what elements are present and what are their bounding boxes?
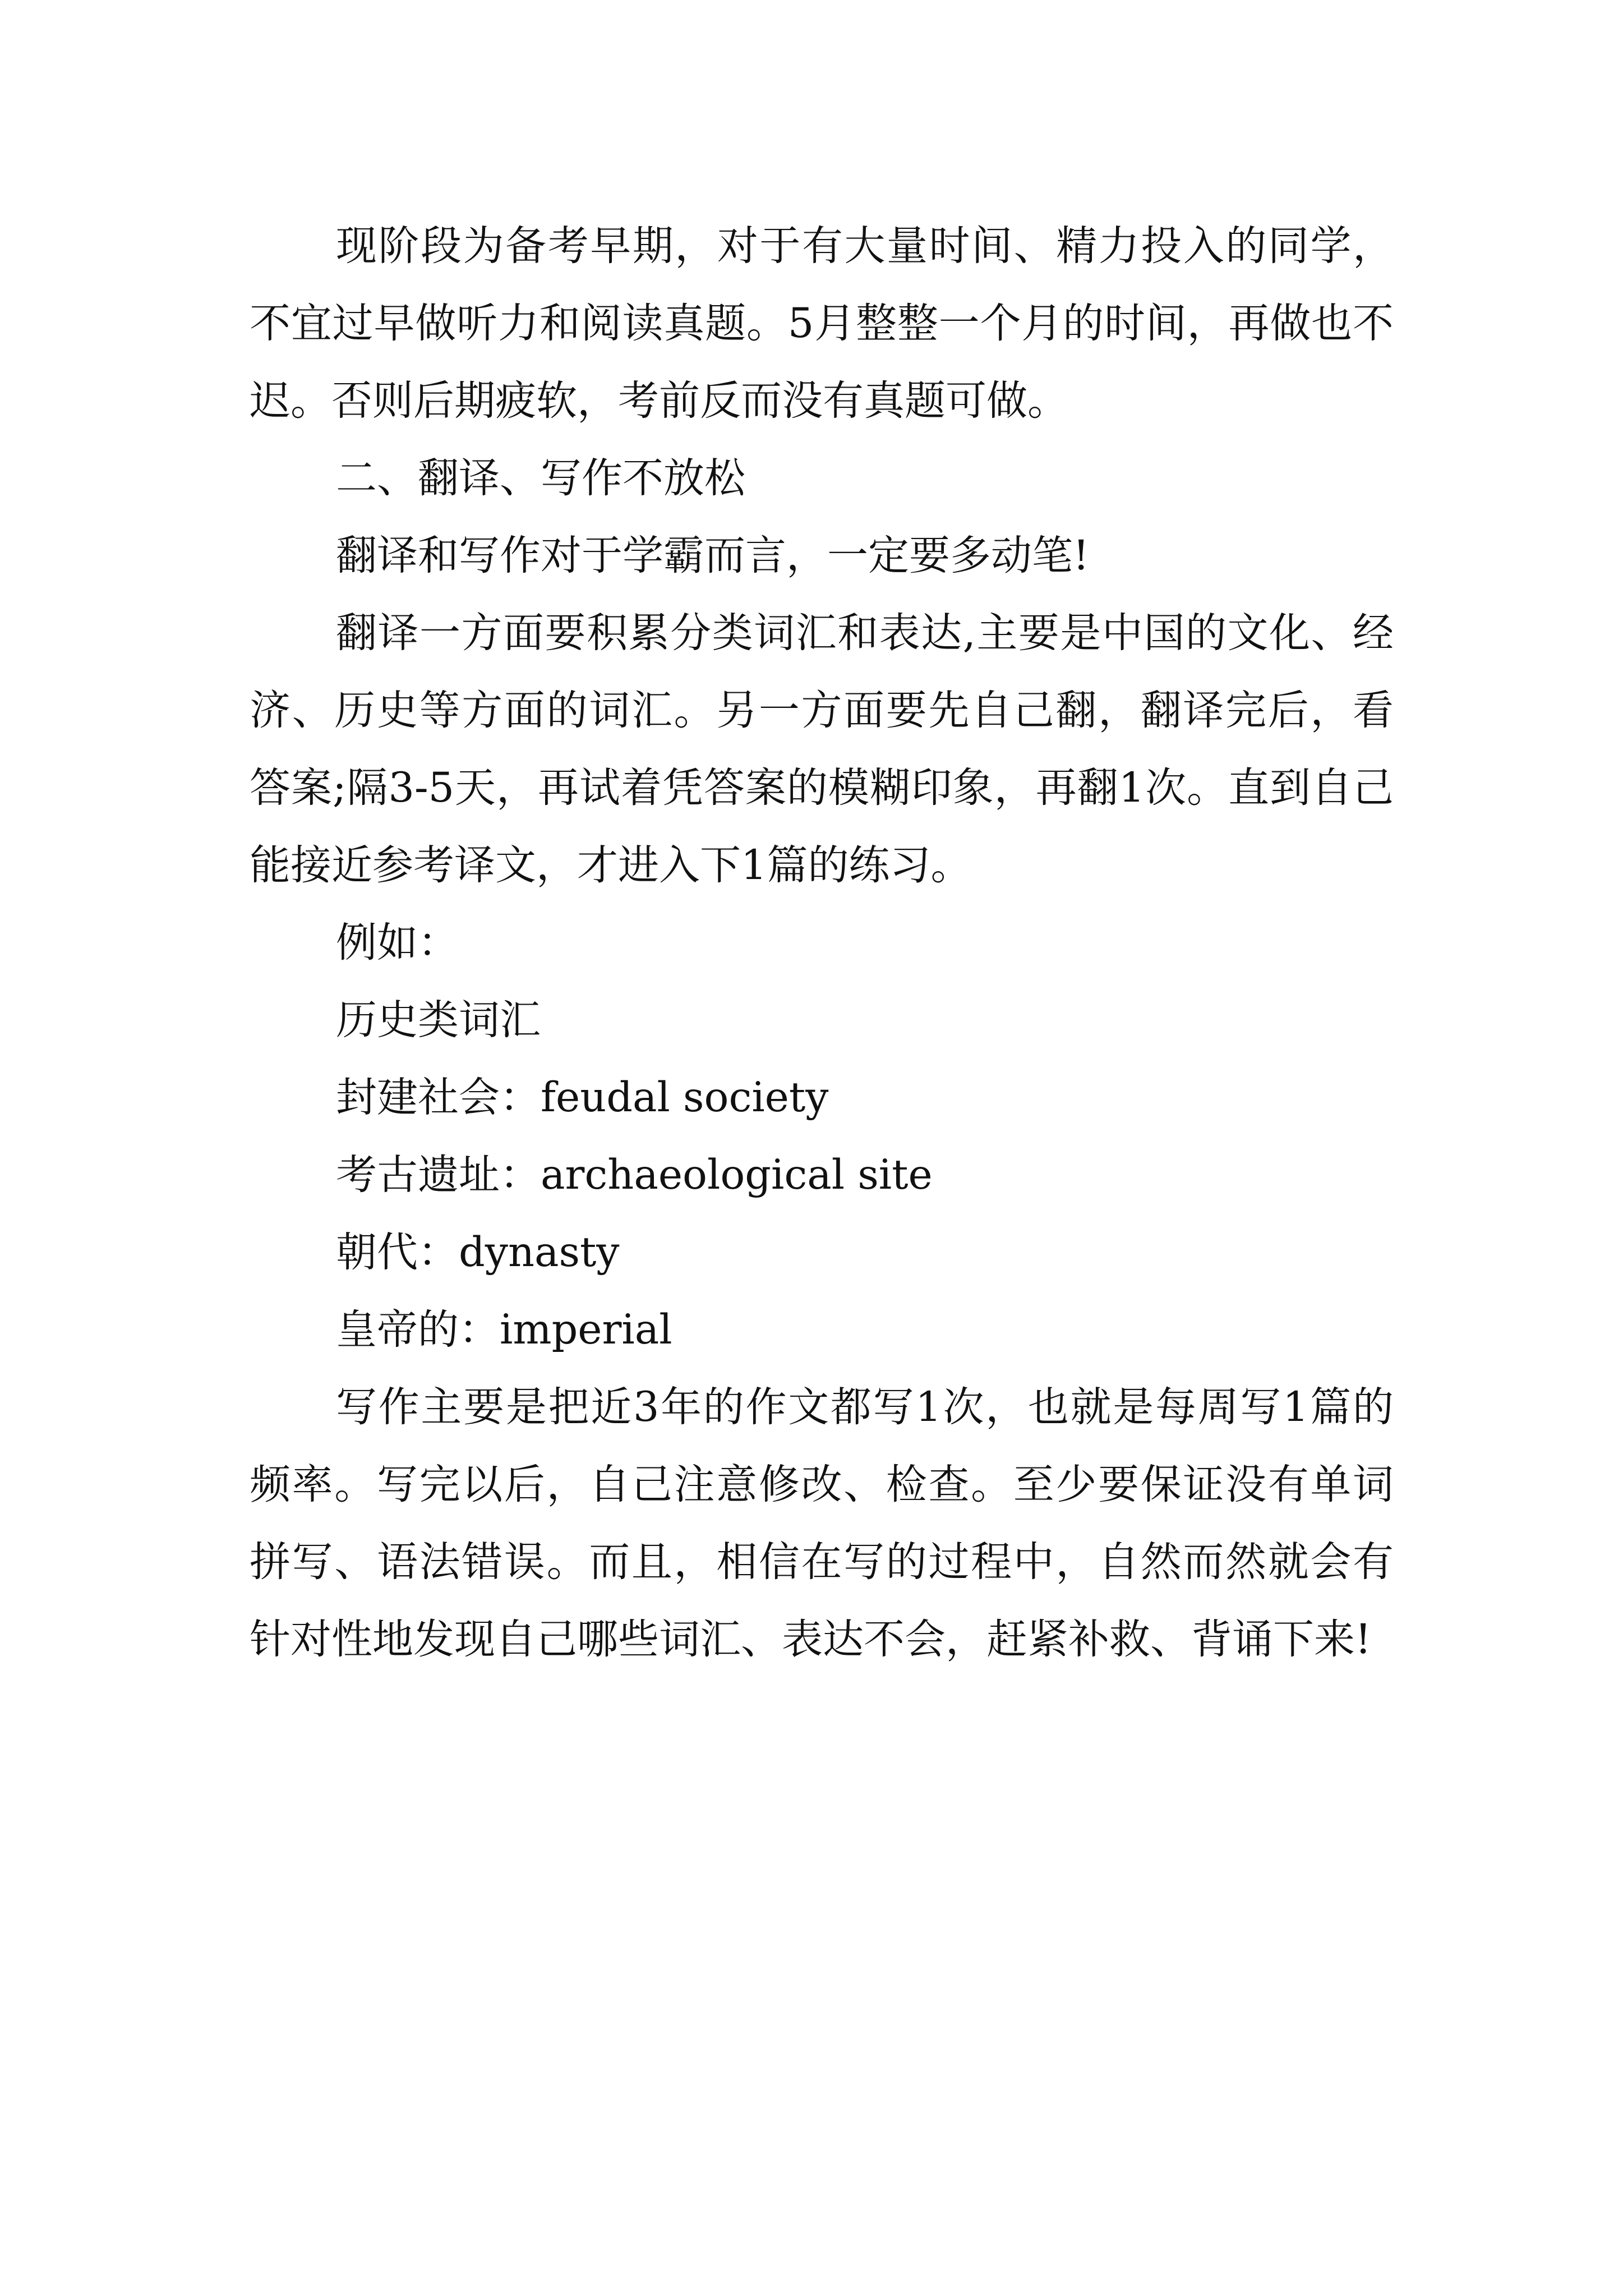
- paragraph-translation-method: 翻译一方面要积累分类词汇和表达,主要是中国的文化、经济、历史等方面的词汇。另一方面要先自己翻，翻译完后，看答案;隔3-5天，再试着凭答案的模糊印象，再翻1次。直到自己能接近参考译文，才进入下1篇的练习。: [250, 609, 1394, 889]
- paragraph-example-label: 例如：: [336, 919, 459, 967]
- vocab-item-dynasty: 朝代：dynasty: [336, 1228, 620, 1276]
- vocab-item-feudal-society: 封建社会：feudal society: [336, 1074, 829, 1121]
- vocab-item-imperial: 皇帝的：imperial: [336, 1306, 672, 1354]
- vocab-category-history: 历史类词汇: [336, 996, 541, 1044]
- paragraph-writing-method: 写作主要是把近3年的作文都写1次，也就是每周写1篇的频率。写完以后，自己注意修改、检查。至少要保证没有单词拼写、语法错误。而且，相信在写的过程中，自然而然就会有针对性地发现自己哪些词汇、表达不会，赶紧补救、背诵下来!: [250, 1383, 1394, 1663]
- paragraph-intro: 现阶段为备考早期，对于有大量时间、精力投入的同学，不宜过早做听力和阅读真题。5月整整一个月的时间，再做也不迟。否则后期疲软，考前反而没有真题可做。: [250, 222, 1394, 425]
- paragraph-practice-writing: 翻译和写作对于学霸而言，一定要多动笔!: [336, 532, 1090, 579]
- document-body: [250, 208, 1394, 1678]
- section-heading-translation-writing: 二、翻译、写作不放松: [336, 454, 745, 502]
- vocab-item-archaeological-site: 考古遗址：archaeological site: [336, 1151, 933, 1199]
